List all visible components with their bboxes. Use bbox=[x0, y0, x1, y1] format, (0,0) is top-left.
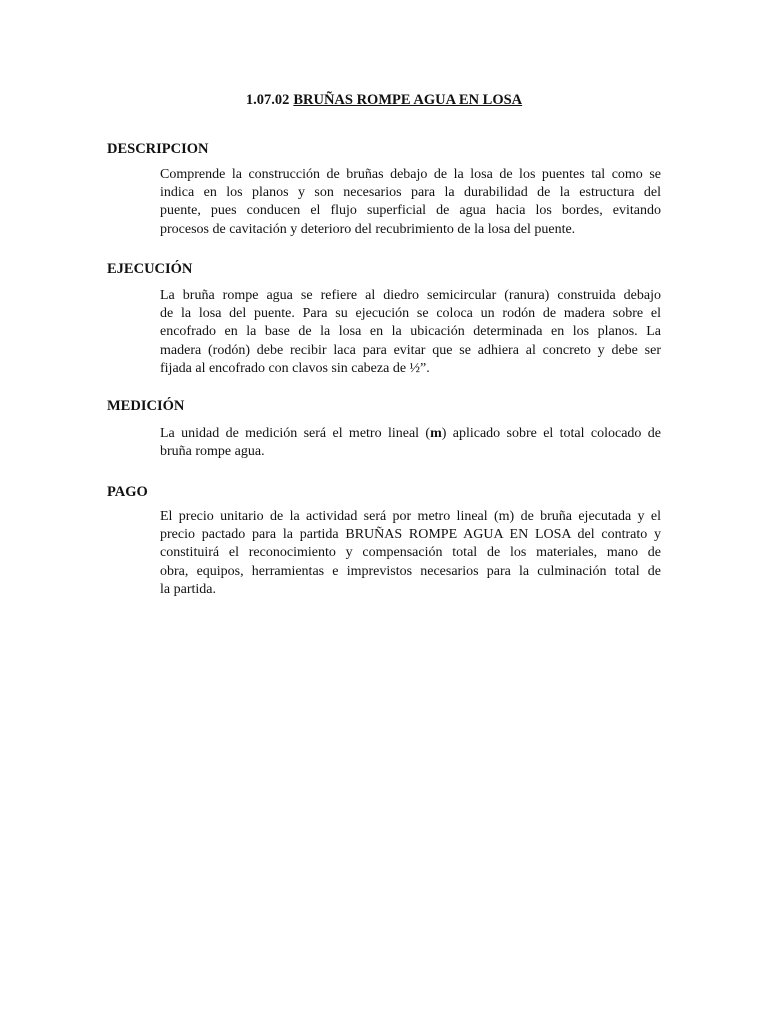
document-title bbox=[0, 92, 768, 109]
paragraph-medicion bbox=[160, 425, 661, 461]
heading-ejecucion: EJECUCIÓN bbox=[107, 261, 193, 277]
heading-pago: PAGO bbox=[107, 484, 148, 500]
paragraph-line: la partida. bbox=[160, 581, 216, 597]
paragraph-line: fijada al encofrado con clavos sin cabeza de ½”. bbox=[160, 360, 430, 376]
paragraph-line: bruña rompe agua. bbox=[160, 444, 265, 460]
title-name: BRUÑAS ROMPE AGUA EN LOSA bbox=[293, 92, 523, 108]
paragraph-line: constituirá el reconocimiento y compensación total de los materiales, mano de bbox=[160, 545, 661, 561]
paragraph-descripcion bbox=[160, 166, 661, 239]
unit-symbol: m bbox=[430, 426, 442, 441]
paragraph-line: indica en los planos y son necesarios para la durabilidad de la estructura del bbox=[160, 185, 661, 201]
paragraph-line: obra, equipos, herramientas e imprevistos necesarios para la culminación total de bbox=[160, 563, 661, 579]
paragraph-line: Comprende la construcción de bruñas debajo de la losa de los puentes tal como se bbox=[160, 167, 661, 182]
title-code: 1.07.02 bbox=[245, 92, 290, 108]
text-segment: La unidad de medición será el metro lineal ( bbox=[160, 426, 431, 441]
heading-medicion: MEDICIÓN bbox=[107, 398, 185, 414]
paragraph-line: puente, pues conducen el flujo superficial de agua hacia los bordes, evitando bbox=[160, 203, 661, 219]
heading-descripcion: DESCRIPCION bbox=[107, 141, 209, 157]
paragraph-line: procesos de cavitación y deterioro del recubrimiento de la losa del puente. bbox=[160, 221, 576, 237]
paragraph-line: de la losa del puente. Para su ejecución se coloca un rodón de madera sobre el bbox=[160, 306, 661, 322]
text-segment: ) aplicado sobre el total colocado de bbox=[441, 426, 661, 441]
paragraph-line: precio pactado para la partida BRUÑAS ROMPE AGUA EN LOSA del contrato y bbox=[160, 527, 661, 543]
paragraph-line: El precio unitario de la actividad será por metro lineal (m) de bruña ejecutada y el bbox=[160, 509, 661, 524]
paragraph-line bbox=[160, 425, 661, 443]
paragraph-line: madera (rodón) debe recibir laca para evitar que se adhiera al concreto y debe ser bbox=[160, 342, 661, 358]
paragraph-line: La bruña rompe agua se refiere al diedro semicircular (ranura) construida debajo bbox=[160, 288, 661, 303]
paragraph-line: encofrado en la base de la losa en la ubicación determinada en los planos. La bbox=[160, 324, 661, 340]
paragraph-pago bbox=[160, 508, 661, 599]
paragraph-ejecucion bbox=[160, 287, 661, 378]
